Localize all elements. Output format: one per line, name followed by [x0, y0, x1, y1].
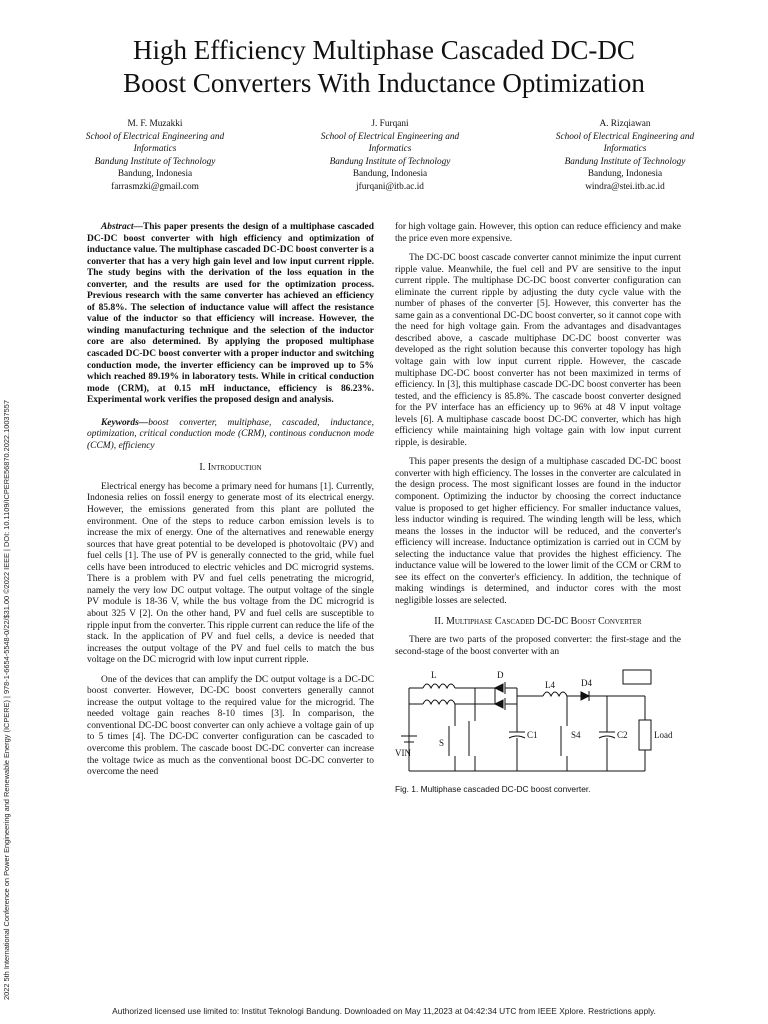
author-affiliation: School of Electrical Engineering and — [320, 131, 460, 142]
right-column — [395, 222, 681, 795]
right-paragraph-3: There are two parts of the proposed converter: the first-stage and the second-stage of the boost converter with an — [395, 635, 681, 657]
label-switch-S: S — [439, 738, 445, 749]
author-affiliation-2: Informatics — [133, 144, 177, 154]
author-block — [60, 118, 720, 193]
title-line-1: High Efficiency Multiphase Cascaded DC-DC — [133, 35, 635, 65]
footer-license: Authorized licensed use limited to: Institut Teknologi Bandung. Downloaded on May 11,2023 at 04:42:34 UTC from IEEE Xplore. Restrictions apply. — [112, 1006, 656, 1016]
abstract-text: This paper presents the design of a multiphase cascaded DC-DC boost converter with high efficiency and optimization of inductance value. The multiphase cascaded DC-DC boost converter is a converter that has a very high gain level and low input current ripple. The study begins with the derivation of the loss equation in the converter, and the results are used for the optimization process. Previous research with the same converter has achieved an efficiency of 85.8%. The selection of inductance value will affect the resistance value of the inductor so that efficiency will increase. However, the winding manufacturing technique and the selection of the inductor core are also determined. By applying the proposed multiphase cascaded DC-DC boost converter with a proper inductor and switching conduction mode, the inverter efficiency can be improved up to 5% which reached 89.19% in laboratory tests. While in critical conduction mode (CRM), at 0.15 mH inductance, efficiency is 86.23%. Experimental work verifies the proposed design and analysis. — [87, 222, 374, 406]
author-affiliation-2: Informatics — [603, 144, 647, 154]
abstract — [87, 222, 374, 407]
left-column — [87, 222, 374, 787]
label-capacitor-C2: C2 — [617, 730, 628, 741]
paper-title — [40, 34, 728, 100]
label-switch-S4: S4 — [571, 730, 581, 741]
author-city: Bandung, Indonesia — [352, 169, 428, 179]
figure-1 — [395, 666, 681, 795]
section-heading-introduction: I. Introduction — [199, 462, 262, 474]
author-email: jfurqani@itb.ac.id — [356, 181, 424, 192]
author-affiliation: School of Electrical Engineering and — [85, 131, 225, 142]
label-capacitor-C1: C1 — [527, 730, 538, 741]
label-inductor-L4: L4 — [545, 680, 555, 691]
right-paragraph-2: This paper presents the design of a multiphase cascaded DC-DC boost converter with high efficiency. The losses in the converter are calculated in the design process. The most significant losses are found in the inductor component. Optimizing the inductor by choosing the correct inductance value is proposed to get higher efficiency. For smaller inductance values, less inductor winding is required. The winding length will be less, which means the losses in the inductor will be reduced, and the converter's efficiency will increase. Inductance optimization is carried out in CCM by selecting the inductance value that provides the highest efficiency. The inductance value will be lowered to the lower limit of the CCM or CRM to see its effect on the converter's efficiency. In addition, the technique of making windings is determined, and inductor cores with the most negligible losses are selected. — [395, 457, 681, 606]
author-affiliation: School of Electrical Engineering and — [555, 131, 695, 142]
author-email: farrasmzki@gmail.com — [111, 181, 199, 192]
author-affiliation-2: Informatics — [368, 144, 412, 154]
author-institution: Bandung Institute of Technology — [94, 156, 216, 167]
right-paragraph-0: for high voltage gain. However, this option can reduce efficiency and make the price even more expensive. — [395, 222, 681, 244]
title-line-2: Boost Converters With Inductance Optimization — [123, 68, 645, 98]
author-1 — [60, 118, 250, 193]
keywords-label: Keywords— — [101, 417, 149, 428]
label-inductor-L: L — [431, 670, 437, 681]
keywords-text: boost converter, multiphase, cascaded, inductance, optimization, critical conduction mode (CRM), continous conducnon mode (CCM), efficiency — [87, 417, 374, 451]
author-city: Bandung, Indonesia — [117, 169, 193, 179]
author-email: windra@stei.itb.ac.id — [585, 181, 665, 192]
abstract-label: Abstract— — [101, 222, 143, 232]
author-name: M. F. Muzakki — [127, 119, 183, 129]
label-diode-D4: D4 — [581, 678, 592, 689]
author-2 — [295, 118, 485, 193]
right-paragraph-1: The DC-DC boost cascade converter cannot minimize the input current ripple value. Meanwhile, the fuel cell and PV are sensitive to the input current ripple. The multiphase DC-DC boost converter configuration can eliminate the current ripple by adjusting the duty cycle value with the number of phases of the converter [5]. However, this converter has the same gain as a conventional DC-DC boost converter, so it cannot cope with the need for high voltage gain. From the advantages and disadvantages described above, a cascade multiphase DC-DC boost converter was developed as the right solution because this converter topology has high voltage gain with low input current ripple. However, the cascade multiphase DC-DC boost converter has not been maximized in terms of efficiency. In [3], this multiphase cascade DC-DC boost converter has been tested, and the efficiency is 85.8%. The cascade boost converter designed for the PV interface has an efficiency up to 96% at 48 V input voltage levels [6]. A multiphase cascade boost DC-DC converter, which has high efficiency while maintaining high voltage gain with low input current ripple, is desirable. — [395, 253, 681, 448]
copyright-sidebar: 2022 5th International Conference on Power Engineering and Renewable Energy (ICPERE) | 978-1-6654-5548-0/22/$31.00 ©2022 IEEE | DOI: 10.1109/ICPERE56870.2022.10037557 — [2, 400, 11, 1000]
label-input-voltage: VIN — [395, 748, 411, 759]
author-name: A. Rizqiawan — [599, 119, 651, 129]
label-diode-D: D — [497, 670, 504, 681]
keywords — [87, 418, 374, 453]
intro-paragraph-2: One of the devices that can amplify the DC output voltage is a DC-DC boost converter. However, DC-DC boost converters generally cannot increase the output voltage to the required value for the microgrid. The needed voltage gain reaches 8-10 times [3]. In comparison, the conventional DC-DC boost converter can only achieve a voltage gain of up to 5 times [4]. The DC-DC converter configuration can be cascaded to overcome this problem. The cascade boost DC-DC converter can increase the voltage twice as much as the conventional boost DC-DC converter to overcome the need — [87, 674, 374, 778]
author-institution: Bandung Institute of Technology — [329, 156, 451, 167]
section-heading-converter: II. Multiphase Cascaded DC-DC Boost Converter — [434, 615, 642, 627]
author-institution: Bandung Institute of Technology — [564, 156, 686, 167]
figure-caption: Fig. 1. Multiphase cascaded DC-DC boost converter. — [395, 783, 591, 794]
circuit-diagram — [395, 666, 681, 778]
author-name: J. Furqani — [371, 119, 409, 129]
author-3 — [530, 118, 720, 193]
label-load: Load — [654, 730, 673, 741]
intro-paragraph-1: Electrical energy has become a primary need for humans [1]. Currently, Indonesia relies on fossil energy to generate most of its electrical energy. However, the emissions generated from this plant are polluted the environment. One of the steps to reduce carbon emission levels is to increase the mix of energy. One of the alternatives and renewable energy sources that have great potential to be developed is photovoltaic (PV) and fuel cells [1]. The use of PV is generally connected to the grid, while fuel cells have been introduced to electric vehicles and DC microgrid systems. There is a problem with PV and fuel cells penetrating the microgrid, namely the very low DC output voltage. The output voltage of the single PV module is 18-36 V, while the bus voltage from the DC microgrid is about 325 V [2]. On the other hand, PV and fuel cells are susceptible to ripple input from the converter. This ripple current can reduce the life of the stack. In the application of PV and fuel cells, a device is needed that increases the output voltage of the PV and fuel cells to match the bus voltage on the DC microgrid with low input current ripple. — [87, 481, 374, 666]
author-city: Bandung, Indonesia — [587, 169, 663, 179]
